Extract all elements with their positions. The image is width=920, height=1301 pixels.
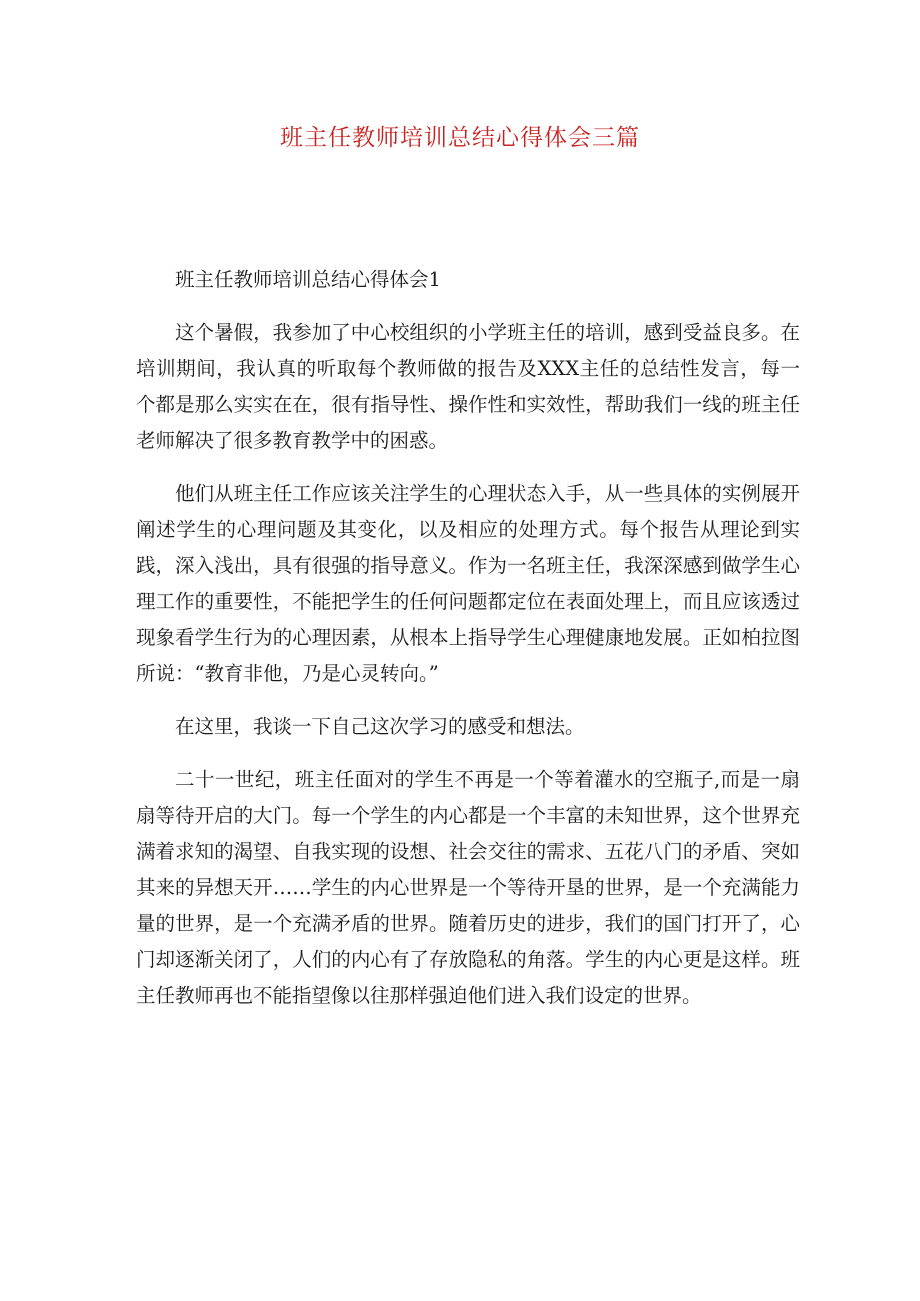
paragraph-4: 二十一世纪，班主任面对的学生不再是一个等着灌水的空瓶子,而是一扇扇等待开启的大门。每一个学生的内心都是一个丰富的未知世界，这个世界充满着求知的渴望、自我实现的设想、社会交往的需求、五花八门的矛盾、突如其来的异想天开……学生的内心世界是一个等待开垦的世界，是一个充满能力量的世界，是一个充满矛盾的世界。随着历史的进步，我们的国门打开了，心门却逐渐关闭了，人们的内心有了存放隐私的角落。学生的内心更是这样。班主任教师再也不能指望像以往那样强迫他们进入我们设定的世界。 — [136, 768, 800, 1007]
section-heading: 班主任教师培训总结心得体会1 — [175, 268, 441, 291]
paragraph-1: 这个暑假，我参加了中心校组织的小学班主任的培训，感到受益良多。在培训期间，我认真的听取每个教师做的报告及XXX主任的总结性发言，每一个都是那么实实在在，很有指导性、操作性和实效性，帮助我们一线的班主任老师解决了很多教育教学中的困惑。 — [136, 321, 800, 452]
document-body — [136, 262, 800, 1031]
document-title: 班主任教师培训总结心得体会三篇 — [280, 125, 640, 151]
paragraph-3: 在这里，我谈一下自己这次学习的感受和想法。 — [175, 715, 585, 738]
paragraph-2: 他们从班主任工作应该关注学生的心理状态入手，从一些具体的实例展开阐述学生的心理问题及其变化，以及相应的处理方式。每个报告从理论到实践，深入浅出，具有很强的指导意义。作为一名班主任，我深深感到做学生心理工作的重要性，不能把学生的任何问题都定位在表面处理上，而且应该透过现象看学生行为的心理因素，从根本上指导学生心理健康地发展。正如柏拉图所说：“教育非他，乃是心灵转向。” — [136, 482, 800, 685]
